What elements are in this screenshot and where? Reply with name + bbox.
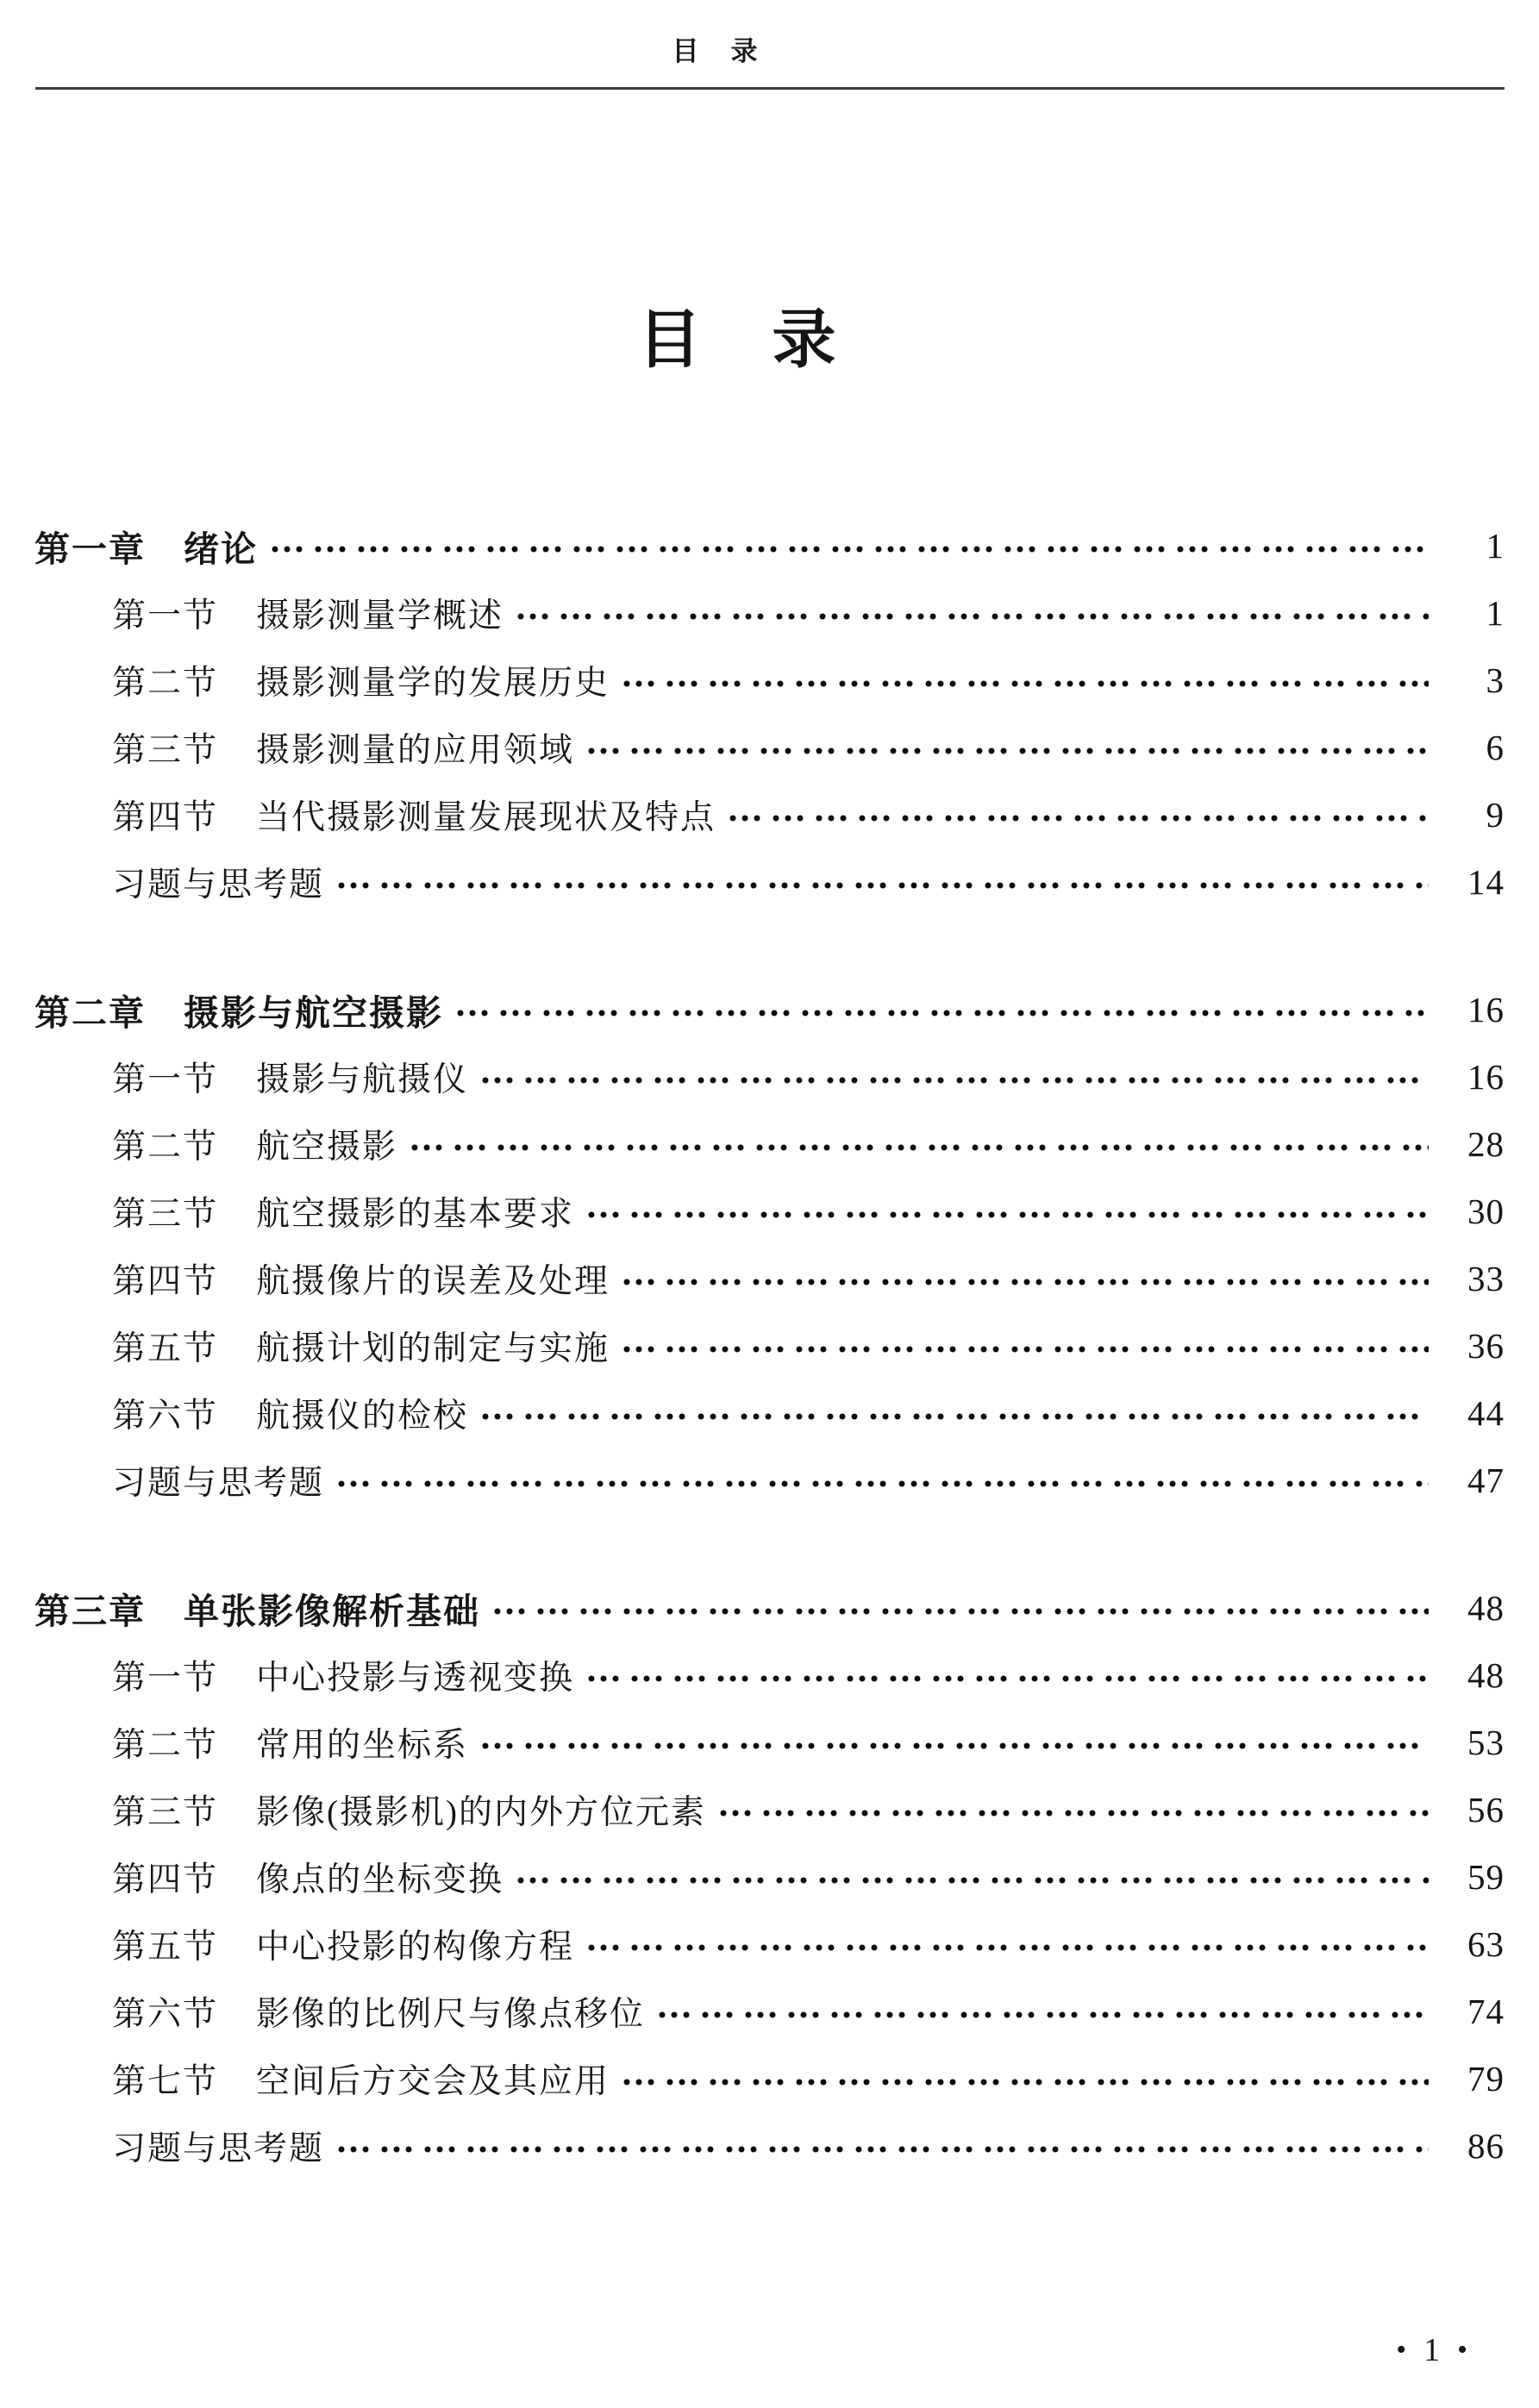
toc-entry-page: 14 bbox=[1467, 862, 1505, 902]
toc-entry-page: 3 bbox=[1486, 660, 1505, 700]
toc-entry-title: 摄影与航空摄影 bbox=[184, 992, 443, 1033]
toc-entry-label: 第二节 bbox=[112, 1727, 219, 1764]
toc-entry-section bbox=[34, 1043, 1505, 1110]
toc-entry-title: 航摄计划的制定与实施 bbox=[256, 1330, 610, 1367]
dot-leader bbox=[336, 1480, 1429, 1487]
toc-entry-page: 6 bbox=[1486, 728, 1505, 767]
toc-entry-page: 48 bbox=[1467, 1588, 1505, 1628]
toc-entry-title: 习题与思考题 bbox=[112, 2130, 325, 2167]
toc-entry-page: 63 bbox=[1467, 1924, 1505, 1964]
toc-entry-page: 9 bbox=[1486, 795, 1505, 835]
dot-leader bbox=[336, 2146, 1429, 2153]
toc-entry-page: 16 bbox=[1467, 990, 1505, 1029]
toc-entry-page: 33 bbox=[1467, 1259, 1505, 1298]
toc-entry-page: 56 bbox=[1467, 1790, 1505, 1829]
dot-leader bbox=[516, 613, 1429, 620]
toc-entry-page: 1 bbox=[1486, 593, 1505, 633]
toc-entry-section bbox=[34, 1709, 1505, 1776]
toc-entry-page: 48 bbox=[1467, 1655, 1505, 1695]
toc-entry-title: 航空摄影 bbox=[256, 1129, 398, 1166]
toc-entry-label: 第四节 bbox=[112, 1263, 219, 1300]
toc-entry-label: 第五节 bbox=[112, 1330, 219, 1367]
toc-entry-label: 第一节 bbox=[112, 597, 219, 635]
dot-leader bbox=[718, 1810, 1429, 1817]
dot-leader bbox=[622, 680, 1429, 687]
toc-entry-label: 第一节 bbox=[112, 1660, 219, 1697]
toc-entry-page: 86 bbox=[1467, 2126, 1505, 2166]
folio-page-number: 1 bbox=[1423, 2332, 1441, 2368]
toc-entry-title: 空间后方交会及其应用 bbox=[256, 2063, 610, 2100]
toc-entry-title: 像点的坐标变换 bbox=[256, 1861, 504, 1898]
dot-leader bbox=[336, 882, 1429, 889]
dot-leader bbox=[586, 1211, 1429, 1218]
toc-entry-section bbox=[34, 781, 1505, 848]
toc-entry-exercises bbox=[34, 848, 1505, 916]
toc-entry-label: 第四节 bbox=[112, 1861, 219, 1898]
dot-leader bbox=[480, 1077, 1429, 1084]
toc-entry-section bbox=[34, 1312, 1505, 1379]
toc-entry-section bbox=[34, 1178, 1505, 1245]
toc-entry-page: 16 bbox=[1467, 1057, 1505, 1097]
toc-entry-page: 74 bbox=[1467, 1992, 1505, 2031]
toc-entry-title: 航摄仪的检校 bbox=[256, 1398, 469, 1435]
toc-entry-title: 航摄像片的误差及处理 bbox=[256, 1263, 610, 1300]
toc-entry-title: 中心投影的构像方程 bbox=[256, 1929, 575, 1966]
toc-entry-page: 53 bbox=[1467, 1723, 1505, 1762]
dot-leader bbox=[516, 1877, 1429, 1884]
toc-entry-exercises bbox=[34, 2112, 1505, 2180]
toc-entry-section bbox=[34, 1843, 1505, 1911]
toc-entry-page: 36 bbox=[1467, 1326, 1505, 1366]
toc-entry-section bbox=[34, 2045, 1505, 2112]
toc-entry-page: 1 bbox=[1486, 526, 1505, 566]
toc-entry-label: 第三节 bbox=[112, 1196, 219, 1233]
toc-entry-title: 影像的比例尺与像点移位 bbox=[256, 1996, 646, 2033]
toc-entry-title: 单张影像解析基础 bbox=[184, 1591, 480, 1631]
toc-entry-title: 摄影测量学的发展历史 bbox=[256, 665, 610, 702]
toc-entry-label: 第二节 bbox=[112, 665, 219, 702]
dot-leader bbox=[586, 747, 1429, 754]
dot-leader bbox=[622, 1346, 1429, 1353]
toc-entry-page: 79 bbox=[1467, 2059, 1505, 2098]
toc-entry-title: 常用的坐标系 bbox=[256, 1727, 469, 1764]
toc-entry-title: 摄影测量学概述 bbox=[256, 597, 504, 635]
toc-entry-title: 中心投影与透视变换 bbox=[256, 1660, 575, 1697]
toc-entry-title: 摄影测量的应用领域 bbox=[256, 732, 575, 769]
toc-entry-title: 习题与思考题 bbox=[112, 1465, 325, 1502]
dot-leader bbox=[586, 1675, 1429, 1682]
toc-entry-title: 当代摄影测量发展现状及特点 bbox=[256, 799, 716, 836]
toc-entry-section bbox=[34, 1776, 1505, 1843]
toc-entry-label: 第六节 bbox=[112, 1996, 219, 2033]
toc-entry-label: 第三节 bbox=[112, 1794, 219, 1831]
running-header bbox=[0, 0, 1539, 67]
dot-leader bbox=[586, 1944, 1429, 1951]
dot-leader bbox=[480, 1742, 1429, 1749]
dot-leader bbox=[728, 815, 1429, 822]
toc-entry-page: 47 bbox=[1467, 1460, 1505, 1500]
page-folio bbox=[1396, 2333, 1467, 2367]
dot-leader bbox=[480, 1413, 1429, 1420]
toc-entry-title: 影像(摄影机)的内外方位元素 bbox=[256, 1794, 706, 1831]
toc-entry-page: 44 bbox=[1467, 1393, 1505, 1433]
toc-entry-label: 第二章 bbox=[34, 992, 146, 1033]
toc-entry-section bbox=[34, 647, 1505, 714]
dot-leader bbox=[622, 2079, 1429, 2086]
toc-entry-page: 59 bbox=[1467, 1857, 1505, 1897]
toc-entry-section bbox=[34, 1978, 1505, 2045]
toc-entry-label: 第四节 bbox=[112, 799, 219, 836]
toc-entry-section bbox=[34, 1379, 1505, 1447]
toc-entry-title: 习题与思考题 bbox=[112, 866, 325, 904]
toc-entry-label: 第五节 bbox=[112, 1929, 219, 1966]
folio-right-dot: • bbox=[1457, 2334, 1467, 2366]
toc-entry-label: 第一节 bbox=[112, 1061, 219, 1098]
dot-leader bbox=[492, 1608, 1429, 1615]
toc-entry-label: 第七节 bbox=[112, 2063, 219, 2100]
toc-entry-chapter bbox=[34, 1574, 1505, 1642]
toc-entry-section bbox=[34, 579, 1505, 647]
folio-left-dot: • bbox=[1396, 2334, 1407, 2366]
toc-entry-label: 第六节 bbox=[112, 1398, 219, 1435]
toc-entry-title: 摄影与航摄仪 bbox=[256, 1061, 469, 1098]
toc-list bbox=[34, 512, 1505, 2180]
toc-entry-label: 第三节 bbox=[112, 732, 219, 769]
toc-entry-title: 航空摄影的基本要求 bbox=[256, 1196, 575, 1233]
toc-entry-label: 第三章 bbox=[34, 1591, 146, 1631]
header-rule bbox=[35, 87, 1505, 90]
toc-entry-label: 第一章 bbox=[34, 529, 146, 569]
toc-entry-title: 绪论 bbox=[184, 529, 258, 569]
document-title bbox=[0, 302, 1539, 378]
dot-leader bbox=[657, 2011, 1429, 2018]
toc-entry-section bbox=[34, 1110, 1505, 1178]
toc-entry-page: 28 bbox=[1467, 1124, 1505, 1164]
toc-entry-section bbox=[34, 1911, 1505, 1978]
toc-entry-exercises bbox=[34, 1447, 1505, 1514]
toc-entry-section bbox=[34, 1245, 1505, 1312]
running-header-title: 目 录 bbox=[672, 36, 760, 66]
toc-entry-label: 第二节 bbox=[112, 1129, 219, 1166]
dot-leader bbox=[622, 1279, 1429, 1285]
toc-entry-page: 30 bbox=[1467, 1191, 1505, 1231]
toc-entry-chapter bbox=[34, 976, 1505, 1043]
toc-entry-section bbox=[34, 1642, 1505, 1709]
dot-leader bbox=[270, 546, 1429, 553]
dot-leader bbox=[410, 1144, 1429, 1151]
toc-entry-chapter bbox=[34, 512, 1505, 579]
document-title-text: 目 录 bbox=[637, 303, 840, 375]
toc-entry-section bbox=[34, 714, 1505, 781]
dot-leader bbox=[455, 1010, 1429, 1016]
